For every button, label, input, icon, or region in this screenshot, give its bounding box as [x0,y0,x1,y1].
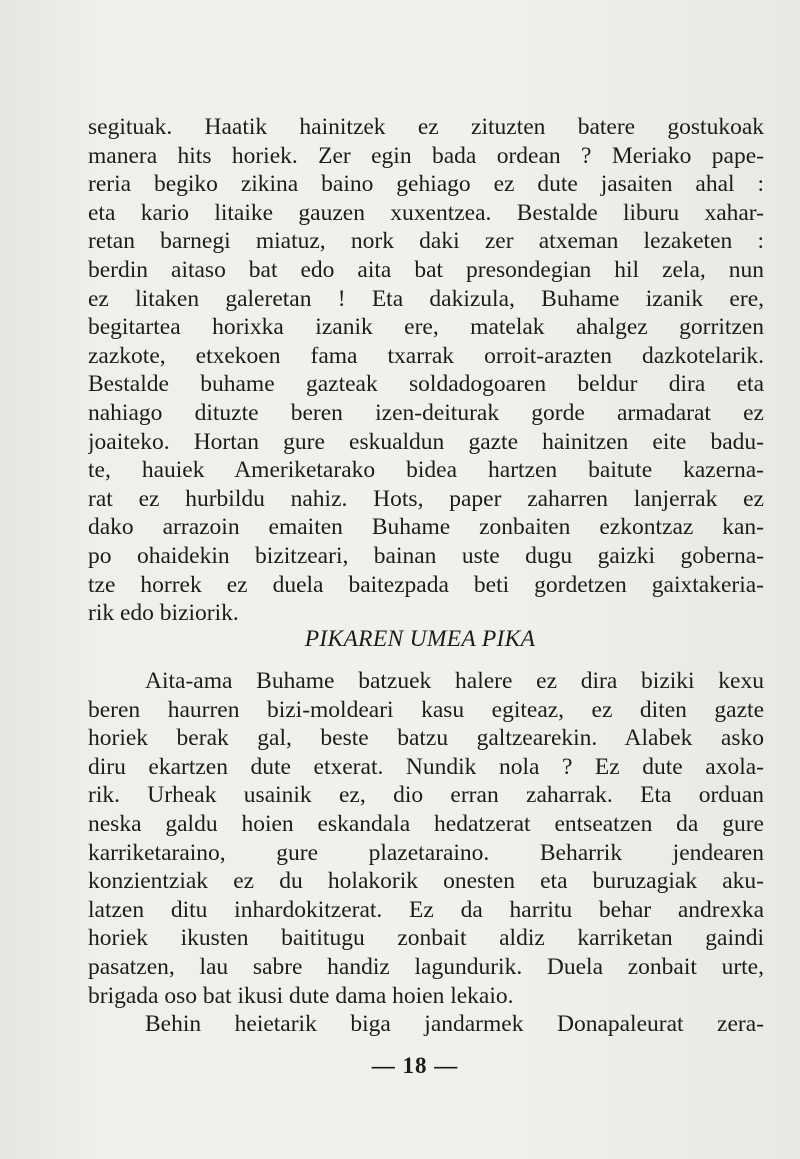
text-line: konzientziak ez du holakorik onesten eta buruzagiak aku- [88,868,764,895]
text-line: po ohaidekin bizitzeari, bainan uste dugu gaizki goberna- [88,542,764,569]
text-line: reria begiko zikina baino gehiago ez dute jasaiten ahal : [88,171,764,198]
text-line: segituak. Haatik hainitzek ez zituzten batere gostukoak [88,114,764,140]
text-line: rik edo biziorik. [88,600,239,627]
text-line: rat ez hurbildu nahiz. Hots, paper zaharren lanjerrak ez [88,485,764,512]
text-line: brigada oso bat ikusi dute dama hoien lekaio. [88,982,514,1009]
text-line: berdin aitaso bat edo aita bat presondegian hil zela, nun [88,256,764,283]
text-line: tze horrek ez duela baitezpada beti gordetzen gaixtakeria- [88,571,764,598]
text-line: manera hits horiek. Zer egin bada ordean ? Meriako pape- [88,142,764,169]
text-line: dako arrazoin emaiten Buhame zonbaiten ezkontzaz kan- [88,514,764,541]
text-line: Bestalde buhame gazteak soldadogoaren beldur dira eta [88,371,764,398]
paragraph-2 [88,667,764,1039]
text-line: retan barnegi miatuz, nork daki zer atxeman lezaketen : [88,228,764,255]
paragraph-1 [88,113,764,628]
text-line: te, hauiek Ameriketarako bidea hartzen baitute kazerna- [88,457,764,484]
text-line: horiek berak gal, beste batzu galtzearekin. Alabek asko [88,725,764,752]
text-line: nahiago dituzte beren izen-deiturak gorde armadarat ez [88,399,764,426]
text-line: diru ekartzen dute etxerat. Nundik nola ? Ez dute axola- [88,753,764,780]
text-line: begitartea horixka izanik ere, matelak ahalgez gorritzen [88,314,764,341]
text-line: neska galdu hoien eskandala hedatzerat entseatzen da gure [88,810,764,837]
text-line: joaiteko. Hortan gure eskualdun gazte hainitzen eite badu- [88,428,764,455]
section-title: PIKAREN UMEA PIKA [304,626,536,652]
text-line: Behin heietarik biga jandarmek Donapaleurat zera- [145,1011,764,1038]
text-line: eta kario litaike gauzen xuxentzea. Bestalde liburu xahar- [88,199,764,226]
text-line: Aita-ama Buhame batzuek halere ez dira biziki kexu [145,668,764,694]
text-line: ez litaken galeretan ! Eta dakizula, Buhame izanik ere, [88,285,764,312]
text-line: horiek ikusten baititugu zonbait aldiz karriketan gaindi [88,925,764,952]
text-line: zazkote, etxekoen fama txarrak orroit-arazten dazkotelarik. [88,342,764,369]
text-line: beren haurren bizi-moldeari kasu egiteaz, ez diten gazte [88,696,764,723]
text-line: rik. Urheak usainik ez, dio erran zaharrak. Eta orduan [88,782,764,809]
page-number: — 18 — [371,1053,459,1078]
text-line: pasatzen, lau sabre handiz lagundurik. Duela zonbait urte, [88,953,764,980]
text-line: latzen ditu inhardokitzerat. Ez da harritu behar andrexka [88,896,764,923]
text-line: karriketaraino, gure plazetaraino. Beharrik jendearen [88,839,764,866]
